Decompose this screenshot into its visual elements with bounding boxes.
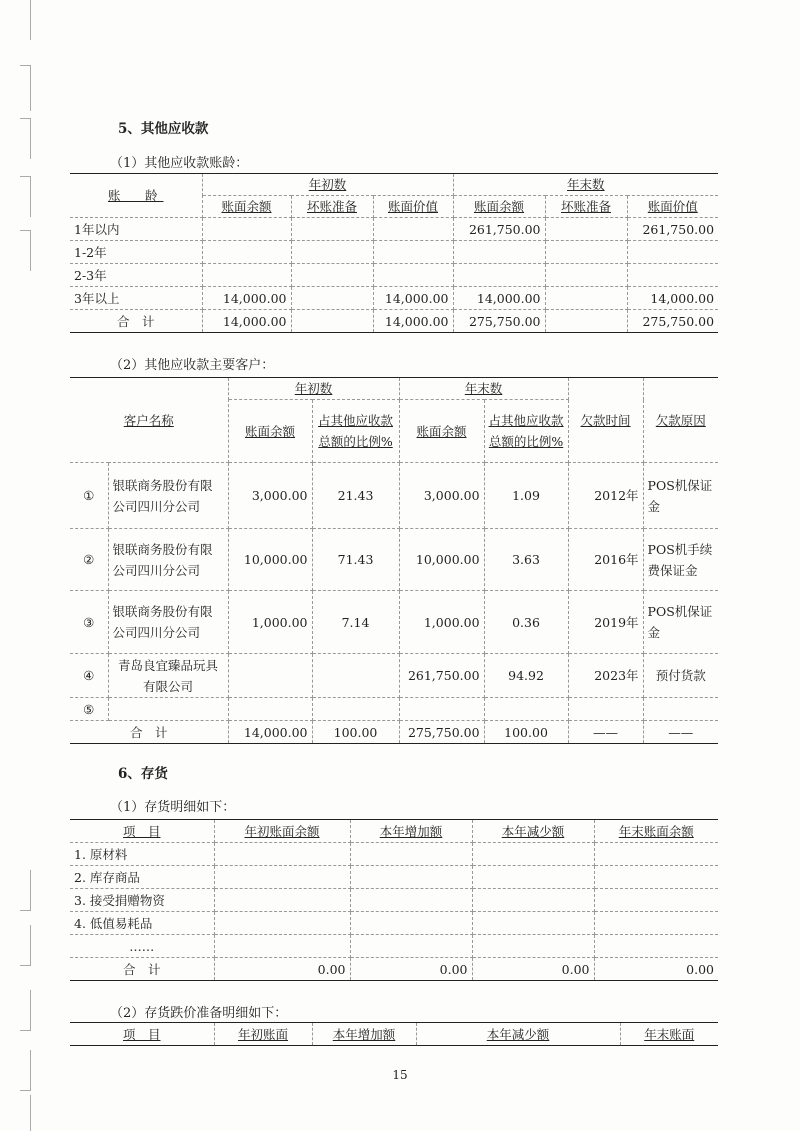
binding-mark: [20, 870, 31, 911]
col-header: 账面价值: [627, 196, 718, 218]
row-number: ④: [70, 654, 108, 698]
cell: [545, 218, 627, 241]
cell: [568, 698, 643, 721]
row-label: 1年以内: [70, 218, 202, 241]
cell: 275,750.00: [453, 310, 545, 333]
cell: [291, 218, 373, 241]
inventory-subtitle: （1）存货明细如下：: [110, 800, 236, 815]
col-header-reason: 欠款原因: [643, 378, 718, 463]
col-header-balance: 账面余额: [228, 400, 312, 463]
cell: [545, 310, 627, 333]
customers-subtitle: （2）其他应收款主要客户：: [110, 358, 275, 373]
col-header: 本年减少额: [472, 820, 594, 843]
cell: 261,750.00: [399, 654, 484, 698]
cell: 2019年: [568, 591, 643, 654]
cell: 14,000.00: [627, 287, 718, 310]
row-label: 4. 低值易耗品: [70, 912, 214, 935]
cell: [291, 287, 373, 310]
row-number: ①: [70, 463, 108, 529]
cell: [373, 218, 453, 241]
table-row: [70, 889, 718, 912]
cell: 1,000.00: [399, 591, 484, 654]
table-row: [70, 218, 718, 241]
customers-group-begin: 年初数: [228, 378, 399, 400]
col-header: 本年增加额: [350, 820, 472, 843]
col-header: 本年增加额: [312, 1023, 416, 1046]
table-row: [70, 529, 718, 591]
total-label: 合 计: [70, 310, 202, 333]
table-row: [70, 654, 718, 698]
inventory-table: [70, 819, 718, 981]
customers-table: [70, 377, 718, 744]
cell: [399, 698, 484, 721]
cell: 71.43: [312, 529, 399, 591]
aging-table: [70, 173, 718, 333]
cell: 261,750.00: [453, 218, 545, 241]
page-number: 15: [392, 1068, 408, 1082]
cell: [545, 241, 627, 264]
customer-name: 银联商务股份有限公司四川分公司: [108, 529, 228, 591]
col-header: 账面余额: [202, 196, 291, 218]
binding-mark: [20, 990, 31, 1031]
cell: 275,750.00: [399, 721, 484, 744]
col-header: 账面价值: [373, 196, 453, 218]
cell: 14,000.00: [228, 721, 312, 744]
customer-name: 青岛良宜臻品玩具有限公司: [108, 654, 228, 698]
cell: 14,000.00: [202, 287, 291, 310]
cell: [202, 241, 291, 264]
cell: 14,000.00: [373, 310, 453, 333]
binding-mark: [20, 1095, 31, 1131]
cell: [453, 264, 545, 287]
cell: 275,750.00: [627, 310, 718, 333]
table-row: [70, 912, 718, 935]
cell: 0.36: [484, 591, 568, 654]
cell: [484, 698, 568, 721]
row-label: ……: [70, 935, 214, 958]
row-number: ②: [70, 529, 108, 591]
binding-mark: [20, 118, 31, 159]
cell: 0.00: [214, 958, 350, 981]
row-label: 1. 原材料: [70, 843, 214, 866]
aging-header-label: 账 龄: [70, 174, 202, 218]
col-header-ratio: 占其他应收款总额的比例%: [484, 400, 568, 463]
table-row: [70, 463, 718, 529]
table-row: [70, 935, 718, 958]
cell: [228, 698, 312, 721]
cell: 14,000.00: [453, 287, 545, 310]
col-header: 本年减少额: [416, 1023, 620, 1046]
cell: 21.43: [312, 463, 399, 529]
cell: POS机手续费保证金: [643, 529, 718, 591]
cell: 2023年: [568, 654, 643, 698]
cell: 1.09: [484, 463, 568, 529]
cell: 3,000.00: [399, 463, 484, 529]
aging-group-end: 年末数: [453, 174, 718, 196]
cell: 预付货款: [643, 654, 718, 698]
total-row: [70, 310, 718, 333]
row-label: 3年以上: [70, 287, 202, 310]
customers-header-name: 客户名称: [70, 378, 228, 463]
customer-name: 银联商务股份有限公司四川分公司: [108, 591, 228, 654]
cell: 1,000.00: [228, 591, 312, 654]
cell: [312, 654, 399, 698]
col-header-time: 欠款时间: [568, 378, 643, 463]
cell: ——: [568, 721, 643, 744]
cell: [291, 310, 373, 333]
binding-mark: [20, 925, 31, 966]
cell: 7.14: [312, 591, 399, 654]
cell: [312, 698, 399, 721]
aging-group-begin: 年初数: [202, 174, 453, 196]
total-label: 合 计: [70, 958, 214, 981]
col-header-balance: 账面余额: [399, 400, 484, 463]
cell: [453, 241, 545, 264]
col-header: 坏账准备: [291, 196, 373, 218]
total-row: [70, 721, 718, 744]
row-label: 1-2年: [70, 241, 202, 264]
reserve-table: [70, 1022, 718, 1046]
col-header: 坏账准备: [545, 196, 627, 218]
cell: 10,000.00: [399, 529, 484, 591]
row-label: 2-3年: [70, 264, 202, 287]
total-label: 合 计: [70, 721, 228, 744]
cell: [202, 264, 291, 287]
cell: 94.92: [484, 654, 568, 698]
customers-group-end: 年末数: [399, 378, 568, 400]
cell: [291, 264, 373, 287]
col-header: 年初账面余额: [214, 820, 350, 843]
cell: [545, 287, 627, 310]
row-label: 3. 接受捐赠物资: [70, 889, 214, 912]
cell: 0.00: [350, 958, 472, 981]
cell: 2012年: [568, 463, 643, 529]
cell: [545, 264, 627, 287]
table-row: [70, 843, 718, 866]
table-row: [70, 287, 718, 310]
cell: ——: [643, 721, 718, 744]
col-header-ratio: 占其他应收款总额的比例%: [312, 400, 399, 463]
col-header: 项 目: [70, 820, 214, 843]
customer-name: 银联商务股份有限公司四川分公司: [108, 463, 228, 529]
cell: 14,000.00: [202, 310, 291, 333]
section-5-heading: 5、其他应收款: [118, 121, 209, 137]
cell: [373, 241, 453, 264]
cell: POS机保证金: [643, 463, 718, 529]
row-label: 2. 库存商品: [70, 866, 214, 889]
cell: [228, 654, 312, 698]
cell: 100.00: [312, 721, 399, 744]
row-number: ③: [70, 591, 108, 654]
cell: 3,000.00: [228, 463, 312, 529]
cell: 2016年: [568, 529, 643, 591]
binding-mark: [20, 65, 31, 111]
table-row: [70, 698, 718, 721]
cell: [373, 264, 453, 287]
cell: POS机保证金: [643, 591, 718, 654]
col-header: 账面余额: [453, 196, 545, 218]
cell: 10,000.00: [228, 529, 312, 591]
col-header: 年末账面: [620, 1023, 718, 1046]
cell: [627, 241, 718, 264]
aging-subtitle: （1）其他应收款账龄：: [110, 156, 249, 171]
cell: [202, 218, 291, 241]
cell: 3.63: [484, 529, 568, 591]
reserve-subtitle: （2）存货跌价准备明细如下：: [110, 1006, 288, 1021]
cell: 0.00: [594, 958, 718, 981]
col-header: 年初账面: [214, 1023, 312, 1046]
binding-mark: [20, 176, 31, 217]
binding-mark: [20, 230, 31, 271]
row-number: ⑤: [70, 698, 108, 721]
cell: [291, 241, 373, 264]
cell: [643, 698, 718, 721]
table-row: [70, 591, 718, 654]
cell: 261,750.00: [627, 218, 718, 241]
table-row: [70, 264, 718, 287]
cell: [627, 264, 718, 287]
col-header: 项 目: [70, 1023, 214, 1046]
cell: 0.00: [472, 958, 594, 981]
binding-mark: [20, 0, 31, 40]
total-row: [70, 958, 718, 981]
cell: 14,000.00: [373, 287, 453, 310]
customer-name: [108, 698, 228, 721]
col-header: 年末账面余额: [594, 820, 718, 843]
section-6-heading: 6、存货: [118, 766, 168, 782]
table-row: [70, 241, 718, 264]
cell: 100.00: [484, 721, 568, 744]
table-row: [70, 866, 718, 889]
